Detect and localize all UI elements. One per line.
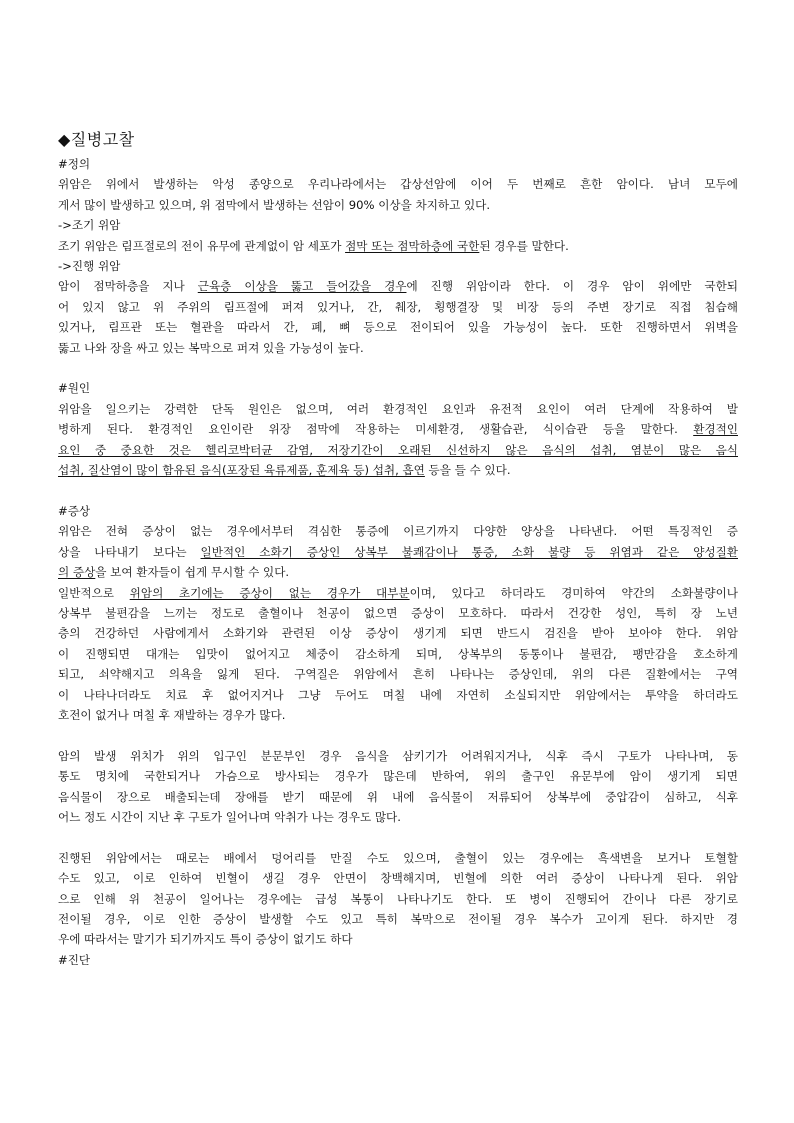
text-line bbox=[58, 603, 738, 623]
document-body bbox=[58, 154, 738, 970]
text-line bbox=[58, 685, 738, 705]
text-line bbox=[58, 297, 738, 317]
underlined-text: 환경적인 bbox=[693, 422, 738, 437]
text-line bbox=[58, 623, 738, 643]
text-segment: ->조기 위암 bbox=[58, 218, 121, 233]
text-segment: #원인 bbox=[58, 381, 91, 396]
text-segment: 암의 발생 위치가 위의 입구인 분문부인 경우 음식을 삼키기가 어려워지거나, 식후 즉시 구토가 나타나며, 동 bbox=[58, 748, 738, 763]
text-segment: 층의 건강하던 사람에게서 소화기와 관련된 이상 증상이 생기게 되면 반드시 검진을 받아 보아야 한다. 위암 bbox=[58, 626, 738, 641]
text-segment: 으로 인해 위 천공이 일어나는 경우에는 급성 복통이 나타나기도 한다. 또 병이 진행되어 간이나 다른 장기로 bbox=[58, 891, 738, 906]
section-heading bbox=[58, 215, 738, 235]
blank-line bbox=[58, 827, 738, 847]
text-segment: 뚫고 나와 장을 싸고 있는 복막으로 퍼져 있을 가능성이 높다. bbox=[58, 340, 364, 355]
text-segment: ->진행 위암 bbox=[58, 259, 121, 274]
text-line bbox=[58, 848, 738, 868]
section-heading bbox=[58, 154, 738, 174]
text-segment: 에 진행 위암이라 한다. 이 경우 암이 위에만 국한되 bbox=[406, 279, 738, 294]
text-line bbox=[58, 929, 738, 949]
text-line bbox=[58, 174, 738, 194]
text-segment: 우에 따라서는 말기가 되기까지도 특이 증상이 없기도 하다 bbox=[58, 932, 353, 947]
text-segment: 어 있지 않고 위 주위의 림프절에 퍼져 있거나, 간, 췌장, 횡행결장 및 비장 등의 주변 장기로 직접 침습해 bbox=[58, 299, 738, 314]
underlined-text: 근육층 이상을 뚫고 들어갔을 경우 bbox=[197, 279, 407, 294]
text-line bbox=[58, 562, 738, 582]
text-line bbox=[58, 909, 738, 929]
text-segment: 게서 많이 발생하고 있으며, 위 점막에서 발생하는 선암이 90% 이상을 차지하고 있다. bbox=[58, 197, 491, 212]
section-heading bbox=[58, 950, 738, 970]
text-segment: 된 경우를 말한다. bbox=[479, 238, 569, 253]
blank-line bbox=[58, 358, 738, 378]
text-segment: 위암은 전혀 증상이 없는 경우에서부터 격심한 통증에 이르기까지 다양한 양상을 나타낸다. 어떤 특징적인 증 bbox=[58, 524, 738, 539]
text-segment: 위암은 위에서 발생하는 악성 종양으로 우리나라에서는 갑상선암에 이어 두 번째로 흔한 암이다. 남녀 모두에 bbox=[58, 177, 738, 192]
text-line bbox=[58, 317, 738, 337]
text-segment: #정의 bbox=[58, 157, 91, 171]
text-segment: #증상 bbox=[58, 503, 91, 518]
text-line bbox=[58, 419, 738, 439]
underlined-text: 위암의 초기에는 증상이 없는 경우가 대부분 bbox=[129, 585, 410, 600]
text-line bbox=[58, 644, 738, 664]
text-segment: 음식물이 장으로 배출되는데 장애를 받기 때문에 위 내에 음식물이 저류되어 상복부에 중압감이 심하고, 식후 bbox=[58, 789, 738, 804]
text-segment: 을 보여 환자들이 쉽게 무시할 수 있다. bbox=[95, 565, 290, 580]
text-segment: 등을 들 수 있다. bbox=[424, 463, 511, 478]
text-segment: 상을 나타내기 보다는 bbox=[58, 544, 201, 559]
text-line bbox=[58, 868, 738, 888]
text-segment: 이며, 있다고 하더라도 경미하여 약간의 소화불량이나 bbox=[409, 585, 738, 600]
text-line bbox=[58, 889, 738, 909]
text-line bbox=[58, 521, 738, 541]
text-segment: 병하게 된다. 환경적인 요인이란 위장 점막에 작용하는 미세환경, 생활습관, 식이습관 등을 말한다. bbox=[58, 422, 694, 437]
text-segment: 통도 명치에 국한되거나 가슴으로 방사되는 경우가 많은데 반하여, 위의 출구인 유문부에 암이 생기게 되면 bbox=[58, 769, 738, 784]
text-line bbox=[58, 583, 738, 603]
text-segment: #진단 bbox=[58, 952, 91, 967]
text-line bbox=[58, 664, 738, 684]
text-line bbox=[58, 807, 738, 827]
text-line bbox=[58, 399, 738, 419]
text-segment: 호전이 없거나 며칠 후 재발하는 경우가 많다. bbox=[58, 707, 286, 722]
text-segment: 이 진행되면 대개는 입맛이 없어지고 체중이 감소하게 되며, 상복부의 동통이나 불편감, 팽만감을 호소하게 bbox=[58, 646, 738, 661]
blank-line bbox=[58, 480, 738, 500]
text-segment: 있거나, 림프관 또는 혈관을 따라서 간, 폐, 뼈 등으로 전이되어 있을 가능성이 높다. 또한 진행하면서 위벽을 bbox=[58, 320, 738, 335]
text-segment: 되고, 쇠약해지고 의욕을 잃게 된다. 구역질은 위암에서 흔히 나타나는 증상인데, 위의 다른 질환에서는 구역 bbox=[58, 667, 738, 682]
text-line bbox=[58, 236, 738, 256]
text-line bbox=[58, 766, 738, 786]
document-page bbox=[58, 128, 738, 970]
blank-line bbox=[58, 725, 738, 745]
text-segment: 수도 있고, 이로 인하여 빈혈이 생길 경우 안면이 창백해지며, 빈혈에 의한 여러 증상이 나타나게 된다. 위암 bbox=[58, 871, 738, 886]
text-line bbox=[58, 195, 738, 215]
underlined-text: 의 증상 bbox=[58, 565, 96, 580]
text-segment: 전이될 경우, 이로 인한 증상이 발생할 수도 있고 특히 복막으로 전이될 경우 복수가 고이게 된다. 하지만 경 bbox=[58, 911, 738, 926]
text-segment: 이 나타나더라도 치료 후 없어지거나 그냥 두어도 며칠 내에 자연히 소실되지만 위암에서는 투약을 하더라도 bbox=[58, 687, 738, 702]
section-heading bbox=[58, 256, 738, 276]
text-segment: 진행된 위암에서는 때로는 배에서 덩어리를 만질 수도 있으며, 출혈이 있는 경우에는 흑색변을 보거나 토혈할 bbox=[58, 850, 738, 865]
underlined-text: 점막 또는 점막하층에 국한 bbox=[345, 238, 480, 253]
text-segment: 조기 위암은 림프절로의 전이 유무에 관계없이 암 세포가 bbox=[58, 238, 346, 253]
underlined-text: 요인 중 중요한 것은 헬리코박터균 감염, 저장기간이 오래된 신선하지 않은 음식의 섭취, 염분이 많은 음식 bbox=[58, 442, 738, 457]
section-heading bbox=[58, 501, 738, 521]
text-line bbox=[58, 440, 738, 460]
text-line bbox=[58, 746, 738, 766]
text-segment: 암이 점막하층을 지나 bbox=[58, 279, 198, 294]
section-title: ◆질병고찰 bbox=[58, 130, 135, 149]
text-segment: 상복부 불편감을 느끼는 정도로 출혈이나 천공이 없으면 증상이 모호하다. 따라서 건강한 성인, 특히 장 노년 bbox=[58, 605, 738, 620]
section-heading bbox=[58, 378, 738, 398]
underlined-text: 일반적인 소화기 증상인 상복부 불쾌감이나 통증, 소화 불량 등 위염과 같은 양성질환 bbox=[200, 544, 738, 559]
text-line bbox=[58, 460, 738, 480]
text-segment: 위암을 일으키는 강력한 단독 원인은 없으며, 여러 환경적인 요인과 유전적 요인이 여러 단계에 작용하여 발 bbox=[58, 401, 738, 416]
text-line bbox=[58, 787, 738, 807]
text-segment: 일반적으로 bbox=[58, 585, 130, 600]
text-line bbox=[58, 338, 738, 358]
text-line bbox=[58, 276, 738, 296]
text-segment: 어느 정도 시간이 지난 후 구토가 일어나며 악취가 나는 경우도 많다. bbox=[58, 809, 401, 824]
underlined-text: 섭취, 질산염이 많이 함유된 음식(포장된 육류제품, 훈제육 등) 섭취, 흡연 bbox=[58, 463, 425, 478]
text-line bbox=[58, 705, 738, 725]
text-line bbox=[58, 542, 738, 562]
